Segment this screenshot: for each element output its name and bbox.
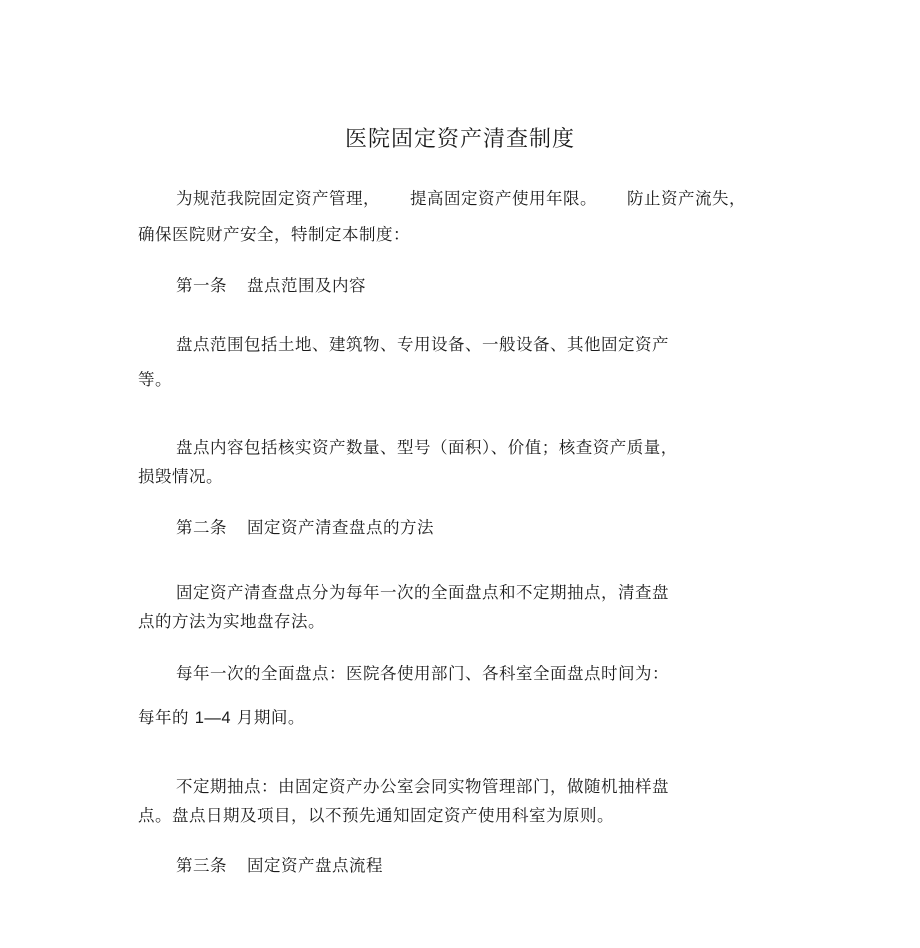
article-1-title: 盘点范围及内容 xyxy=(247,276,366,295)
random-line-2: 点。盘点日期及项目，以不预先通知固定资产使用科室为原则。 xyxy=(138,806,614,825)
article-3-heading xyxy=(176,854,383,878)
intro-line-1 xyxy=(176,187,746,211)
document-title: 医院固定资产清查制度 xyxy=(344,127,575,152)
scope-line-1: 盘点范围包括土地、建筑物、专用设备、一般设备、其他固定资产 xyxy=(176,335,669,354)
intro-part-3: 防止资产流失， xyxy=(627,189,746,208)
annual-line-1: 每年一次的全面盘点：医院各使用部门、各科室全面盘点时间为： xyxy=(176,664,669,683)
scope-line-2: 等。 xyxy=(138,370,172,389)
article-2-heading xyxy=(176,516,434,540)
random-line-1: 不定期抽点：由固定资产办公室会同实物管理部门，做随机抽样盘 xyxy=(176,777,669,796)
content-line-2: 损毁情况。 xyxy=(138,467,223,486)
article-2-title: 固定资产清查盘点的方法 xyxy=(247,518,434,537)
method-line-1: 固定资产清查盘点分为每年一次的全面盘点和不定期抽点，清查盘 xyxy=(176,583,669,602)
article-3-title: 固定资产盘点流程 xyxy=(247,856,383,875)
article-3-number: 第三条 xyxy=(176,856,227,875)
method-line-2: 点的方法为实地盘存法。 xyxy=(138,612,325,631)
annual-month-range: 1—4 xyxy=(194,709,232,727)
intro-line-2: 确保医院财产安全，特制定本制度： xyxy=(138,225,410,244)
intro-part-2: 提高固定资产使用年限。 xyxy=(410,189,597,208)
article-1-heading xyxy=(176,274,366,298)
article-1-number: 第一条 xyxy=(176,276,227,295)
article-2-number: 第二条 xyxy=(176,518,227,537)
content-line-1: 盘点内容包括核实资产数量、型号（面积）、价值；核查资产质量， xyxy=(176,438,678,457)
annual-line-2 xyxy=(138,706,305,730)
annual-line-2-suffix: 月期间。 xyxy=(236,708,305,727)
annual-line-2-prefix: 每年的 xyxy=(138,708,189,727)
intro-part-1: 为规范我院固定资产管理， xyxy=(176,189,380,208)
